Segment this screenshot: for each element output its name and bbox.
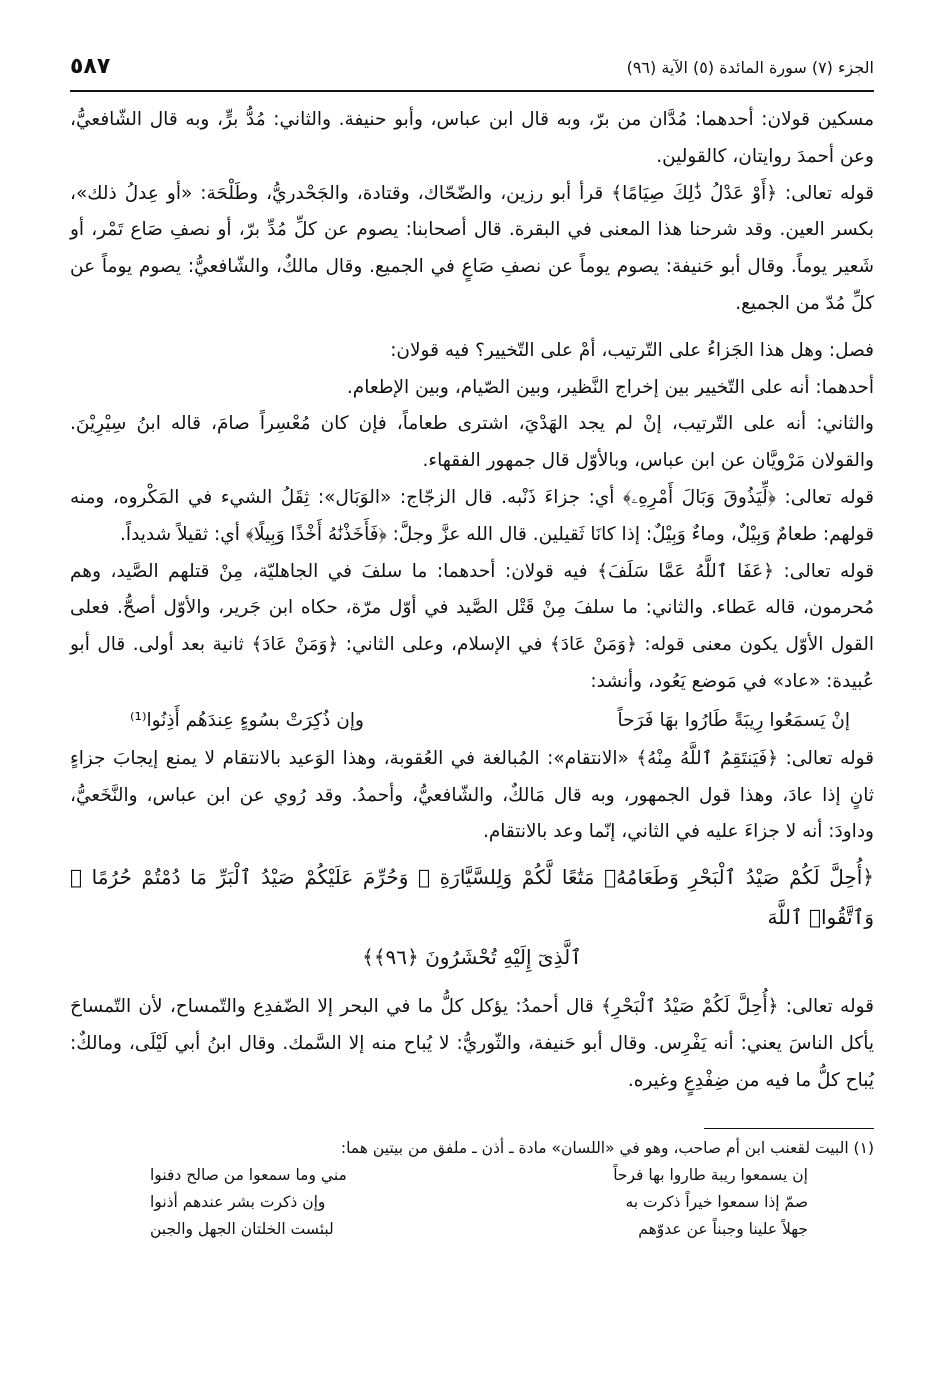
footnote-couplet	[70, 1162, 874, 1189]
book-page	[70, 54, 874, 1354]
verse-first-hemistich: إنْ يَسمَعُوا رِيبَةً طَارُوا بهَا فَرَحاً	[617, 709, 850, 731]
quran-verse-block	[70, 857, 874, 977]
main-text	[70, 102, 874, 1100]
verse-second-hemistich: وإن ذُكِرَتْ بسُوءٍ عِندَهُم أَذِنُوا⁽¹⁾	[130, 709, 364, 731]
couplet-left: وإن ذكرت بشر عندهم أذنوا	[150, 1192, 326, 1211]
couplet-left: لبئست الخلتان الجهل والجبن	[150, 1219, 334, 1238]
paragraph: قوله تعالى: ﴿فَيَنتَقِمُ ٱللَّهُ مِنْهُ﴾ «الانتقام»: المُبالغة في العُقوبة، وهذا الوَعيد بالانتقام لا يمنع إيجابَ جزاءٍ ثانٍ إذا عادَ، وهذا قول الجمهور، وبه قال مَالكٌ، والشّافعيُّ، وأحمدُ. وقد رُوي عن ابن عباس، والنَّخَعيُّ، وداودَ: أنه لا جزاءَ عليه في الثاني، إنّما وعد بالانتقام.	[70, 747, 874, 843]
poetry-verse	[70, 701, 874, 741]
paragraph: قوله تعالى: ﴿لِّيَذُوقَ وَبَالَ أَمْرِهِۦ﴾ أي: جزاءَ ذَنْبه. قال الزجّاج: «الوَبَال»: ثِقَلُ الشيء في المَكْروه، ومنه قولهم: طعامٌ وَبِيْلٌ، وماءٌ وَبِيْلٌ: إذا كانَا ثَقيلين. قال الله عزَّ وجلَّ: ﴿فَأَخَذْنَٰهُ أَخْذًا وَبِيلًا﴾ أي: ثقيلاً شديداً.	[70, 486, 874, 545]
footnote-intro: (١) البيت لقعنب ابن أم صاحب، وهو في «اللسان» مادة ـ أذن ـ ملفق من بيتين هما:	[340, 1138, 874, 1157]
paragraph: والثاني: أنه على التّرتيب، إنْ لم يجد الهَدْيَ، اشترى طعاماً، فإن كان مُعْسِراً صامَ، قاله ابنُ سِيْرِيْنَ. والقولان مَرْويَّان عن ابن عباس، وبالأوّل قال جمهور الفقهاء.	[70, 413, 874, 472]
footnote-couplet	[70, 1216, 874, 1243]
footnote-divider	[704, 1128, 874, 1129]
footnote	[70, 1135, 874, 1243]
running-head: الجزء (٧) سورة المائدة (٥) الآية (٩٦)	[626, 58, 874, 77]
couplet-right: إن يسمعوا ريبة طاروا بها فرحاً	[613, 1165, 808, 1184]
paragraph: مسكين قولان: أحدهما: مُدَّان من برّ، وبه قال ابن عباس، وأبو حنيفة. والثاني: مُدُّ برٍّ، وبه قال الشّافعيُّ، وعن أحمدَ روايتان، كالقولين.	[70, 109, 874, 167]
couplet-right: صمّ إذا سمعوا خيراً ذكرت به	[625, 1192, 808, 1211]
spacer	[70, 323, 874, 333]
ayah-text: ﴿أُحِلَّ لَكُمْ صَيْدُ ٱلْبَحْرِ وَطَعَامُهُۥ مَتَٰعًا لَّكُمْ وَلِلسَّيَّارَةِ ۖ وَحُرِّمَ عَلَيْكُمْ صَيْدُ ٱلْبَرِّ مَا دُمْتُمْ حُرُمًا ۗ وَٱتَّقُوا۟ ٱللَّهَ	[70, 865, 874, 930]
footnote-couplet	[70, 1189, 874, 1216]
paragraph: قوله تعالى: ﴿عَفَا ٱللَّهُ عَمَّا سَلَفَ﴾ فيه قولان: أحدهما: ما سلفَ في الجاهليّة، مِنْ قتلهم الصَّيد، وهم مُحرمون، قاله عَطاء. والثاني: ما سلفَ مِنْ قَتْل الصَّيد في أوّل مرّة، حكاه ابن جَرير، والأوّل أصحُّ. فعلى القول الأوّل يكون معنى قوله: ﴿وَمَنْ عَادَ﴾ في الإسلام، وعلى الثاني: ﴿وَمَنْ عَادَ﴾ ثانية بعد أولى. قال أبو عُبيدة: «عاد» في مَوضع يَعُود، وأنشد:	[70, 560, 874, 692]
paragraph: أحدهما: أنه على التّخيير بين إخراج النَّظير، وبين الصّيام، وبين الإطعام.	[346, 376, 874, 398]
couplet-right: جهلاً علينا وجبناً عن عدوّهم	[638, 1219, 808, 1238]
paragraph: قوله تعالى: ﴿أَوْ عَدْلُ ذَٰلِكَ صِيَامًا﴾ قرأ أبو رزين، والضّحّاك، وقتادة، والجَحْدريُّ، وطَلْحَة: «أو عِدلُ ذلك»، بكسر العين. وقد شرحنا هذا المعنى في البقرة. قال أصحابنا: يصوم عن كلِّ مُدِّ برّ، أو نصفِ صَاع تَمْر، أو شَعير يوماً. وقال أبو حَنيفة: يصوم يوماً عن نصفِ صَاعٍ في الجميع. وقال مالكٌ، والشّافعيُّ: يصوم يوماً عن كلِّ مُدّ من الجميع.	[70, 182, 874, 314]
section-heading-paragraph: فصل: وهل هذا الجَزاءُ على التّرتيب، أمْ على التّخيير؟ فيه قولان:	[390, 339, 874, 361]
ayah-end: ٱلَّذِىٓ إِلَيْهِ تُحْشَرُونَ ﴿٩٦﴾﴾	[362, 945, 582, 970]
header-rule	[70, 90, 874, 92]
page-header	[70, 54, 874, 88]
paragraph: قوله تعالى: ﴿أُحِلَّ لَكُمْ صَيْدُ ٱلْبَحْرِ﴾ قال أحمدُ: يؤكل كلُّ ما في البحر إلا الضّفدِع والتّمساح، لأن التّمساحَ يأكل الناسَ يعني: أنه يَفْرِس. وقال أبو حَنيفة، والثّوريُّ: لا يُباح منه إلا السَّمك. وقال ابنُ أبي لَيْلَى، ومالكٌ: يُباح كلُّ ما فيه من ضِفْدِعٍ وغيره.	[70, 996, 874, 1091]
page-number: ٥٨٧	[70, 54, 111, 79]
couplet-left: مني وما سمعوا من صالح دفنوا	[150, 1165, 347, 1184]
